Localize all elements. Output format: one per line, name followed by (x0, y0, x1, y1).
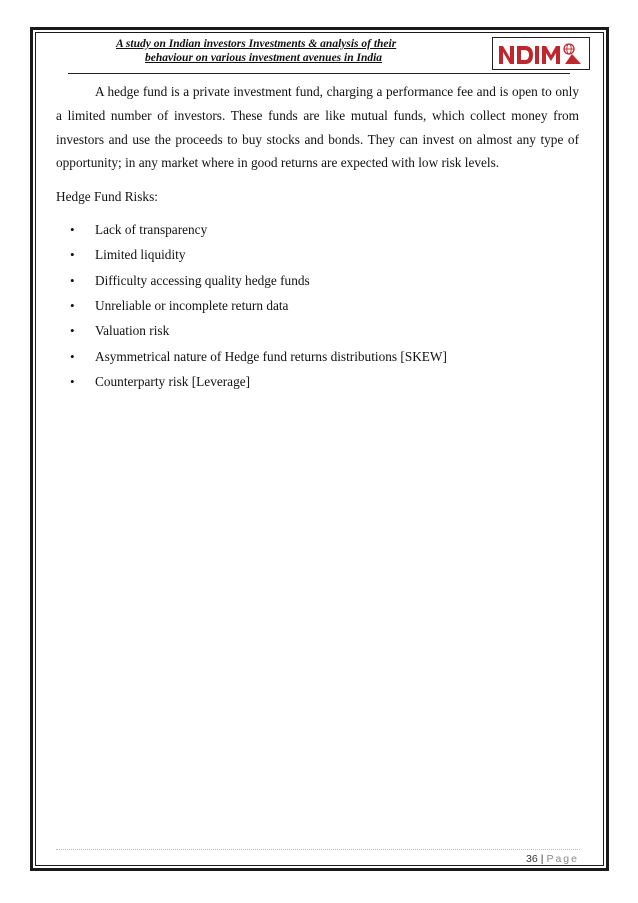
bullet-icon: • (70, 298, 75, 314)
list-item (56, 344, 579, 369)
page-number: 36 (526, 853, 538, 865)
header-title (116, 37, 476, 65)
list-item-text: Unreliable or incomplete return data (95, 298, 289, 314)
list-item-text: Difficulty accessing quality hedge funds (95, 272, 310, 288)
list-item (56, 217, 579, 242)
ndim-logo (492, 37, 590, 70)
header-title-line1: A study on Indian investors Investments & analysis of their (116, 38, 397, 50)
page-content (56, 80, 579, 394)
header-title-line2: behaviour on various investment avenues in India (145, 52, 383, 64)
list-item (56, 293, 579, 318)
footer-rule (56, 849, 580, 850)
bullet-icon: • (70, 272, 75, 288)
bullet-icon: • (70, 348, 75, 364)
header-rule (68, 73, 570, 74)
list-item (56, 268, 579, 293)
bullet-icon: • (70, 222, 75, 238)
list-item (56, 318, 579, 343)
list-item (56, 369, 579, 394)
hedge-fund-paragraph: A hedge fund is a private investment fund, charging a performance fee and is open to only a limited number of investors. These funds are like mutual funds, which collect money from investors and use the proceeds to buy stocks and bonds. They can invest on almost any type of opportunity; in any market where in good returns are expected with low risk levels. (56, 84, 579, 171)
list-item-text: Counterparty risk [Leverage] (95, 373, 251, 389)
risk-list (56, 217, 579, 394)
bullet-icon: • (70, 247, 75, 263)
list-item-text: Limited liquidity (95, 247, 186, 263)
bullet-icon: • (70, 373, 75, 389)
page-label: Page (546, 853, 579, 865)
list-item-text: Lack of transparency (95, 222, 208, 238)
page-footer (526, 853, 579, 865)
list-item (56, 242, 579, 267)
section-heading: Hedge Fund Risks: (56, 189, 158, 205)
ndim-logo-mark (495, 40, 587, 68)
footer-separator: | (540, 853, 544, 865)
list-item-text: Valuation risk (95, 323, 170, 339)
bullet-icon: • (70, 323, 75, 339)
list-item-text: Asymmetrical nature of Hedge fund returns distributions [SKEW] (95, 348, 447, 364)
page-header (36, 33, 603, 75)
